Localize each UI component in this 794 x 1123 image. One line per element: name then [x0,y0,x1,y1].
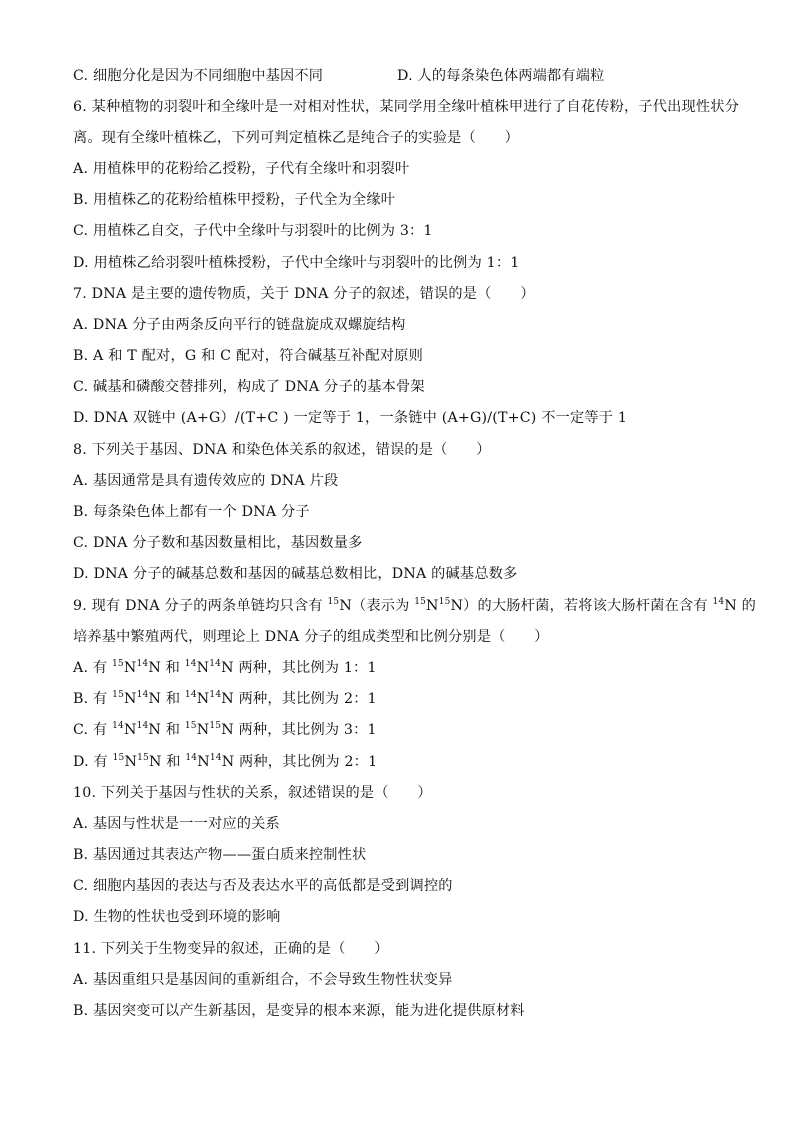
q9-stem-line2: 培养基中繁殖两代，则理论上 DNA 分子的组成类型和比例分别是（ ） [73,629,549,645]
q8-option-b: B. 每条染色体上都有一个 DNA 分子 [73,504,310,520]
q7-stem: 7. DNA 是主要的遗传物质，关于 DNA 分子的叙述，错误的是（ ） [73,286,535,302]
q11-option-a: A. 基因重组只是基因间的重新组合，不会导致生物性状变异 [73,972,453,988]
q8-option-d: D. DNA 分子的碱基总数和基因的碱基总数相比，DNA 的碱基总数多 [73,566,518,582]
q7-option-a: A. DNA 分子由两条反向平行的链盘旋成双螺旋结构 [73,317,406,333]
q9-stem-line1: 9. 现有 DNA 分子的两条单链均只含有 $^{15}$N（表示为 $^{15}N^{15}N$）的大肠杆菌，若将该大肠杆菌在含有 $^{14}$N 的 [73,597,757,614]
q6-option-b: B. 用植株乙的花粉给植株甲授粉，子代全为全缘叶 [73,192,396,208]
q9-option-a: A. 有 $^{15}N^{14}N$ 和 $^{14}N^{14}N$ 两种，其比例为 1：1 [73,659,377,676]
q8-option-c: C. DNA 分子数和基因数量相比，基因数量多 [73,535,363,551]
q11-option-b: B. 基因突变可以产生新基因，是变异的根本来源，能为进化提供原材料 [73,1003,525,1019]
q8-stem: 8. 下列关于基因、DNA 和染色体关系的叙述，错误的是（ ） [73,442,491,458]
q6-option-a: A. 用植株甲的花粉给乙授粉，子代有全缘叶和羽裂叶 [73,161,410,177]
q6-stem-line2: 离。现有全缘叶植株乙，下列可判定植株乙是纯合子的实验是（ ） [73,130,520,146]
q5-option-d: D. 人的每条染色体两端都有端粒 [397,68,605,84]
q9-option-b: B. 有 $^{15}N^{14}N$ 和 $^{14}N^{14}N$ 两种，其比例为 2：1 [73,690,377,707]
q6-option-c: C. 用植株乙自交，子代中全缘叶与羽裂叶的比例为 3：1 [73,223,433,239]
q10-option-d: D. 生物的性状也受到环境的影响 [73,909,281,925]
q5-option-c: C. 细胞分化是因为不同细胞中基因不同 D. 人的每条染色体两端都有端粒 [73,68,605,84]
q10-stem: 10. 下列关于基因与性状的关系，叙述错误的是（ ） [73,785,432,801]
q8-option-a: A. 基因通常是具有遗传效应的 DNA 片段 [73,473,339,489]
q10-option-c: C. 细胞内基因的表达与否及表达水平的高低都是受到调控的 [73,878,453,894]
q7-option-d: D. DNA 双链中 (A+G）/(T+C ) 一定等于 1，一条链中 (A+G)/(T+C) 不一定等于 1 [73,410,628,426]
q7-option-c: C. 碱基和磷酸交替排列，构成了 DNA 分子的基本骨架 [73,379,425,395]
q7-option-b: B. A 和 T 配对，G 和 C 配对，符合碱基互补配对原则 [73,348,423,364]
q10-option-a: A. 基因与性状是一一对应的关系 [73,816,280,832]
q6-stem-line1: 6. 某种植物的羽裂叶和全缘叶是一对相对性状，某同学用全缘叶植株甲进行了自花传粉，子代出现性状分 [73,99,740,115]
q6-option-d: D. 用植株乙给羽裂叶植株授粉，子代中全缘叶与羽裂叶的比例为 1：1 [73,255,520,271]
q9-option-c: C. 有 $^{14}N^{14}N$ 和 $^{15}N^{15}N$ 两种，其比例为 3：1 [73,721,377,738]
q10-option-b: B. 基因通过其表达产物——蛋白质来控制性状 [73,847,367,863]
q11-stem: 11. 下列关于生物变异的叙述，正确的是（ ） [73,941,389,957]
q9-option-d: D. 有 $^{15}N^{15}N$ 和 $^{14}N^{14}N$ 两种，其比例为 2：1 [73,753,378,770]
